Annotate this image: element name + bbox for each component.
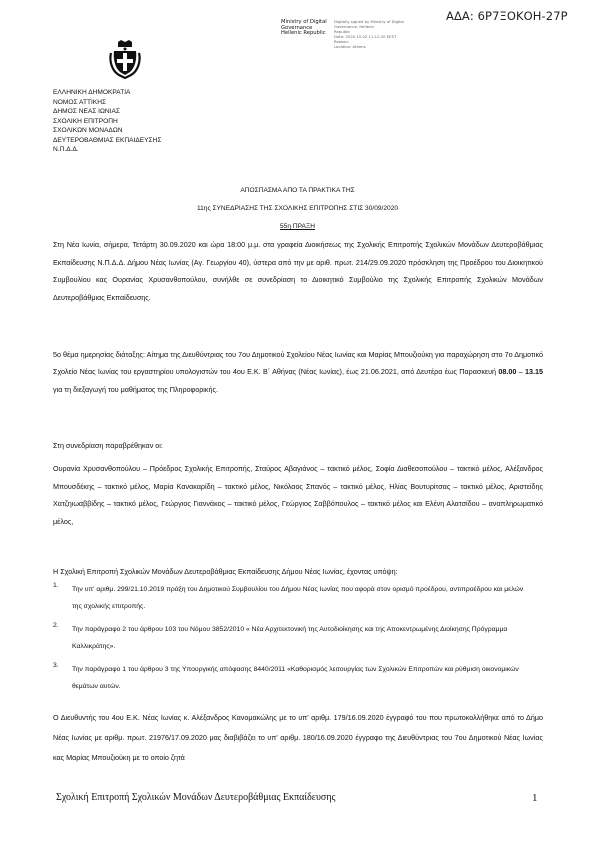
director-request-paragraph: Ο Διευθυντής του 4ου Ε.Κ. Νέας Ιωνίας κ. Αλέξανδρος Κανομακώλης με το υπ' αριθμ. 179/16.09.2020 έγγραφό του που πρωτοκολλήθηκε από το Δήμο Νέας Ιωνίας με αριθμ. πρωτ. 21976/17.09.2020 μας διαβιβάζει το υπ' αριθμ. 180/16.09.2020 έγγραφο της Διευθύντριας του 7ου Δημοτικού Νέας Ιωνίας κας Μαρίας Μπουζιούκη με το οποίο ζητά (53, 713, 543, 762)
issuer-line: ΣΧΟΛΙΚΗ ΕΠΙΤΡΟΠΗ (53, 117, 118, 125)
end-time: 13.15 (525, 367, 544, 377)
signature-detail-line: Location: Athens (334, 43, 366, 49)
session-title: 11ης ΣΥΝΕΔΡΙΑΣΗΣ ΤΗΣ ΣΧΟΛΙΚΗΣ ΕΠΙΤΡΟΠΗΣ ΣΤΙΣ 30/09/2020 (196, 205, 399, 212)
signature-detail-line: Governance, Hellenic (334, 23, 375, 29)
agenda-dash: – (516, 367, 526, 377)
page-footer: Σχολική Επιτροπή Σχολικών Μονάδων Δευτεροβάθμιας Εκπαίδευσης (56, 792, 336, 803)
signature-label-line: Ministry of Digital (281, 19, 327, 25)
signature-label (281, 20, 327, 37)
signature-label-line: Governance (281, 24, 313, 31)
issuer-block (53, 88, 161, 155)
issuer-line: ΕΛΛΗΝΙΚΗ ΔΗΜΟΚΡΑΤΙΑ (53, 89, 131, 96)
issuer-line: Ν.Π.Δ.Δ. (53, 146, 79, 153)
considering-paragraph: Η Σχολική Επιτροπή Σχολικών Μονάδων Δευτεροβάθμιας Εκπαίδευσης Δήμου Νέας Ιωνίας, έχοντας υπόψη: (53, 567, 398, 576)
issuer-line: ΝΟΜΟΣ ΑΤΤΙΚΗΣ (53, 98, 107, 106)
signature-detail-line: Date: 2020.10.02 11:12:20 EEST (334, 33, 397, 39)
signature-label-line: Hellenic Republic (281, 30, 326, 37)
issuer-line: ΔΗΜΟΣ ΝΕΑΣ ΙΩΝΙΑΣ (53, 108, 120, 115)
document-title: ΑΠΟΣΠΑΣΜΑ ΑΠΟ ΤΑ ΠΡΑΚΤΙΚΑ ΤΗΣ (240, 187, 355, 194)
list-item-number: 3. (53, 662, 59, 669)
signature-detail-line: Republic (334, 28, 351, 34)
agenda-item-paragraph (53, 346, 543, 398)
page-number: 1 (532, 792, 538, 804)
intro-paragraph: Στη Νέα Ιωνία, σήμερα, Τετάρτη 30.09.2020 και ώρα 18:00 μ.μ. στα γραφεία Διοικήσεως της Σχολικής Επιτροπής Σχολικών Μονάδων Δευτεροβάθμιας Εκπαίδευσης Ν.Π.Δ.Δ. Δήμου Νέας Ιωνίας (Αγ. Γεωργίου 40), ύστερα από την με αριθ. πρωτ. 214/29.09.2020 πρόσκληση της Προέδρου του Διοικητικού Συμβουλίου κας Ουρανίας Χρυσανθοπούλου, συνήλθε σε συνεδρίαση το Διοικητικό Συμβούλιο της Σχολικής Επιτροπής Σχολικών Μονάδων Δευτεροβάθμιας Εκπαίδευσης. (53, 240, 543, 302)
attendees-paragraph: Ουρανία Χρυσανθοπούλου – Πρόεδρος Σχολικής Επιτροπής, Σταύρος Αβαγιάνος – τακτικό μέλος, Σοφία Διαθεσοπούλου – τακτικό μέλος, Αλέξανδρος Μπουσδέκης – τακτικό μέλος, Μαρία Κανακαρίδη – τακτικό μέλος, Νικόλαος Σπανός – τακτικό μέλος, Ηλίας Βουτυρίτσας – τακτικό μέλος, Αριστείδης Χατζηιωαββίδης – τακτικό μέλος, Γεώργιος Γιαννάκος – τακτικό μέλος, Γεώργιος Σαββόπουλος – τακτικό μέλος και Ελένη Αλατσίδου – αναπληρωματικό μέλος, (53, 464, 543, 526)
signature-detail-line: Reason: (334, 38, 350, 44)
list-item-text: Την παράγραφο 1 του άρθρου 3 της Υπουργικής απόφασης 8440/2011 «Καθορισμός λειτουργίας των Σχολικών Επιτροπών και ρύθμιση οικονομικών θεμάτων αυτών. (72, 666, 519, 690)
agenda-text: 5ο θέμα ημερησίας διάταξης: Αίτημα της Διευθύντριας του 7ου Δημοτικού Σχολείου Νέας Ιωνίας και Μαρίας Μπουζιούκη για παραχώρηση στο 7ο Δημοτικό Σχολείο Νέας Ιωνίας του εργαστηρίου υπολογιστών του 4ου Ε.Κ. Β΄ Αθήνας (Νέας Ιωνίας), έως 21.06.2021, από Δευτέρα έως Παρασκευή (53, 350, 543, 377)
agenda-text-end: για τη διεξαγωγή του μαθήματος της Πληροφορικής. (53, 384, 218, 394)
ada-code: ΑΔΑ: 6Ρ7ΞΟΚΟΗ-27Ρ (446, 9, 568, 23)
list-item-number: 2. (53, 622, 59, 629)
signature-detail-line: Digitally signed by Ministry of Digital (334, 19, 404, 24)
start-time: 08.00 (498, 367, 517, 377)
list-item-text: Την παράγραφο 2 του άρθρου 103 του Νόμου 3852/2010 « Νέα Αρχιτεκτονική της Αυτοδιοίκησης και της Αποκεντρωμένης Διοίκησης Πρόγραμμα Καλλικράτης». (72, 626, 508, 650)
issuer-line: ΔΕΥΤΕΡΟΒΑΘΜΙΑΣ ΕΚΠΑΙΔΕΥΣΗΣ (53, 136, 162, 144)
act-number: 55η ΠΡΑΞΗ (280, 223, 315, 230)
list-item-text: Την υπ' αριθμ. 299/21.10.2019 πράξη του Δημοτικού Συμβουλίου του Δήμου Νέας Ιωνίας που αφορά στον ορισμό προέδρου, αντιπροέδρου και μελών της σχολικής επιτροπής. (72, 586, 524, 610)
signature-details (334, 20, 404, 49)
greek-coat-of-arms-emblem (107, 39, 143, 79)
list-item-number: 1. (53, 582, 59, 589)
attendees-heading: Στη συνεδρίαση παραβρέθηκαν οι: (53, 441, 163, 450)
issuer-line: ΣΧΟΛΙΚΩΝ ΜΟΝΑΔΩΝ (53, 127, 123, 134)
